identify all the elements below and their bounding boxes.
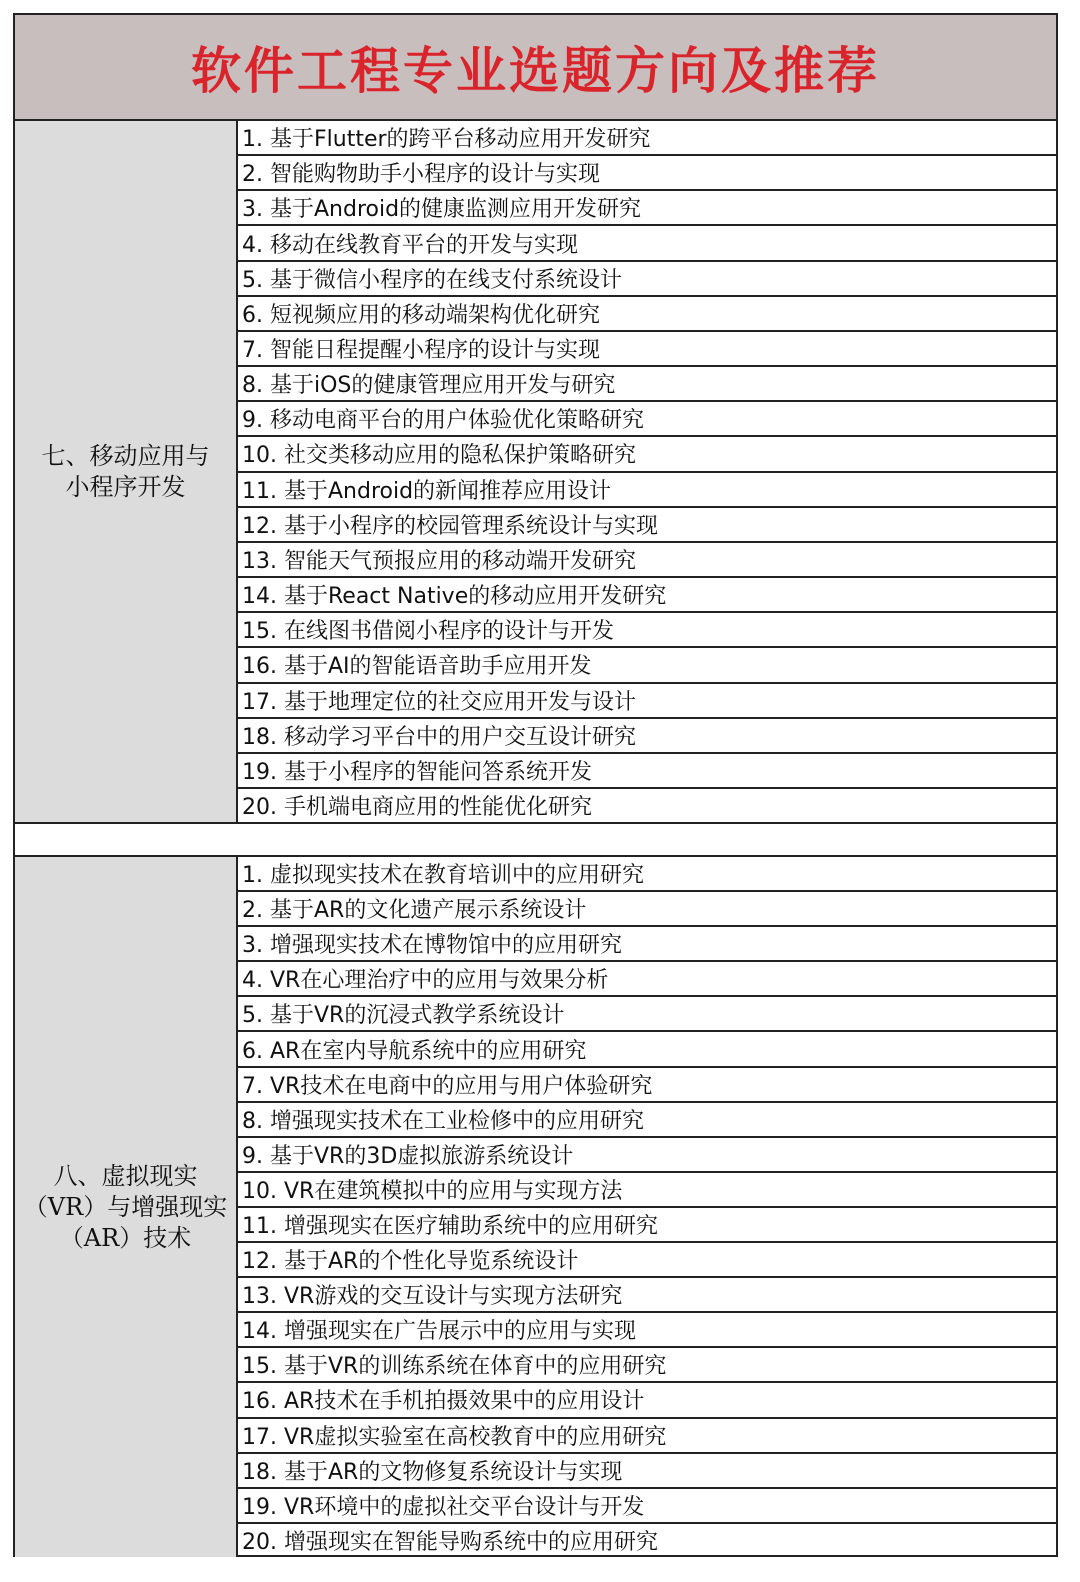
topic-row: 13. 智能天气预报应用的移动端开发研究 — [238, 543, 1056, 578]
topic-row: 17. VR虚拟实验室在高校教育中的应用研究 — [238, 1419, 1056, 1454]
category-cell — [15, 857, 238, 1557]
topic-row: 5. 基于微信小程序的在线支付系统设计 — [238, 262, 1056, 297]
topic-row: 9. 移动电商平台的用户体验优化策略研究 — [238, 402, 1056, 437]
topic-row: 10. VR在建筑模拟中的应用与实现方法 — [238, 1173, 1056, 1208]
topic-row: 11. 基于Android的新闻推荐应用设计 — [238, 473, 1056, 508]
category-line: （AR）技术 — [59, 1223, 192, 1252]
category-line: 八、虚拟现实 — [53, 1161, 198, 1190]
category-line: 七、移动应用与 — [41, 441, 210, 470]
topic-row: 20. 增强现实在智能导购系统中的应用研究 — [242, 1529, 658, 1555]
topic-row: 8. 基于iOS的健康管理应用开发与研究 — [238, 367, 1056, 402]
topic-row: 12. 基于AR的个性化导览系统设计 — [238, 1243, 1056, 1278]
topic-row: 18. 移动学习平台中的用户交互设计研究 — [238, 719, 1056, 754]
topic-row: 3. 增强现实技术在博物馆中的应用研究 — [238, 927, 1056, 962]
page-title: 软件工程专业选题方向及推荐 — [191, 41, 880, 100]
topic-row: 15. 在线图书借阅小程序的设计与开发 — [238, 613, 1056, 648]
topic-row: 7. VR技术在电商中的应用与用户体验研究 — [238, 1068, 1056, 1103]
topic-row: 19. VR环境中的虚拟社交平台设计与开发 — [238, 1489, 1056, 1524]
topic-row: 4. 移动在线教育平台的开发与实现 — [238, 226, 1056, 261]
topic-row: 15. 基于VR的训练系统在体育中的应用研究 — [238, 1348, 1056, 1383]
title-bar — [15, 15, 1056, 121]
topic-row: 14. 增强现实在广告展示中的应用与实现 — [238, 1313, 1056, 1348]
section-mobile-apps — [15, 121, 1056, 824]
category-cell — [15, 121, 238, 822]
topic-row: 11. 增强现实在医疗辅助系统中的应用研究 — [238, 1208, 1056, 1243]
section-spacer — [15, 824, 1056, 857]
topic-row: 2. 基于AR的文化遗产展示系统设计 — [238, 892, 1056, 927]
topic-row: 6. AR在室内导航系统中的应用研究 — [238, 1032, 1056, 1067]
topic-row: 6. 短视频应用的移动端架构优化研究 — [238, 297, 1056, 332]
topic-list — [238, 121, 1056, 822]
category-line: （VR）与增强现实 — [23, 1192, 228, 1221]
topic-row: 16. AR技术在手机拍摄效果中的应用设计 — [238, 1383, 1056, 1418]
topic-row: 8. 增强现实技术在工业检修中的应用研究 — [238, 1103, 1056, 1138]
topic-row: 18. 基于AR的文物修复系统设计与实现 — [238, 1454, 1056, 1489]
topic-list — [238, 857, 1056, 1557]
topic-row: 16. 基于AI的智能语音助手应用开发 — [238, 648, 1056, 683]
section-vr-ar — [15, 857, 1056, 1557]
topic-row: 12. 基于小程序的校园管理系统设计与实现 — [238, 508, 1056, 543]
topic-row: 9. 基于VR的3D虚拟旅游系统设计 — [238, 1138, 1056, 1173]
topic-row: 5. 基于VR的沉浸式教学系统设计 — [238, 997, 1056, 1032]
topic-row: 19. 基于小程序的智能问答系统开发 — [238, 754, 1056, 789]
topic-row: 4. VR在心理治疗中的应用与效果分析 — [238, 962, 1056, 997]
topic-row: 13. VR游戏的交互设计与实现方法研究 — [238, 1278, 1056, 1313]
topic-row: 2. 智能购物助手小程序的设计与实现 — [238, 156, 1056, 191]
topic-row: 20. 手机端电商应用的性能优化研究 — [242, 795, 592, 821]
topic-table — [13, 13, 1058, 1557]
topic-row: 7. 智能日程提醒小程序的设计与实现 — [238, 332, 1056, 367]
topic-row: 3. 基于Android的健康监测应用开发研究 — [238, 191, 1056, 226]
topic-row: 14. 基于React Native的移动应用开发研究 — [238, 578, 1056, 613]
category-line: 小程序开发 — [65, 472, 186, 501]
topic-row: 17. 基于地理定位的社交应用开发与设计 — [238, 684, 1056, 719]
topic-row: 1. 虚拟现实技术在教育培训中的应用研究 — [238, 857, 1056, 892]
topic-row: 1. 基于Flutter的跨平台移动应用开发研究 — [238, 121, 1056, 156]
topic-row: 10. 社交类移动应用的隐私保护策略研究 — [238, 437, 1056, 472]
